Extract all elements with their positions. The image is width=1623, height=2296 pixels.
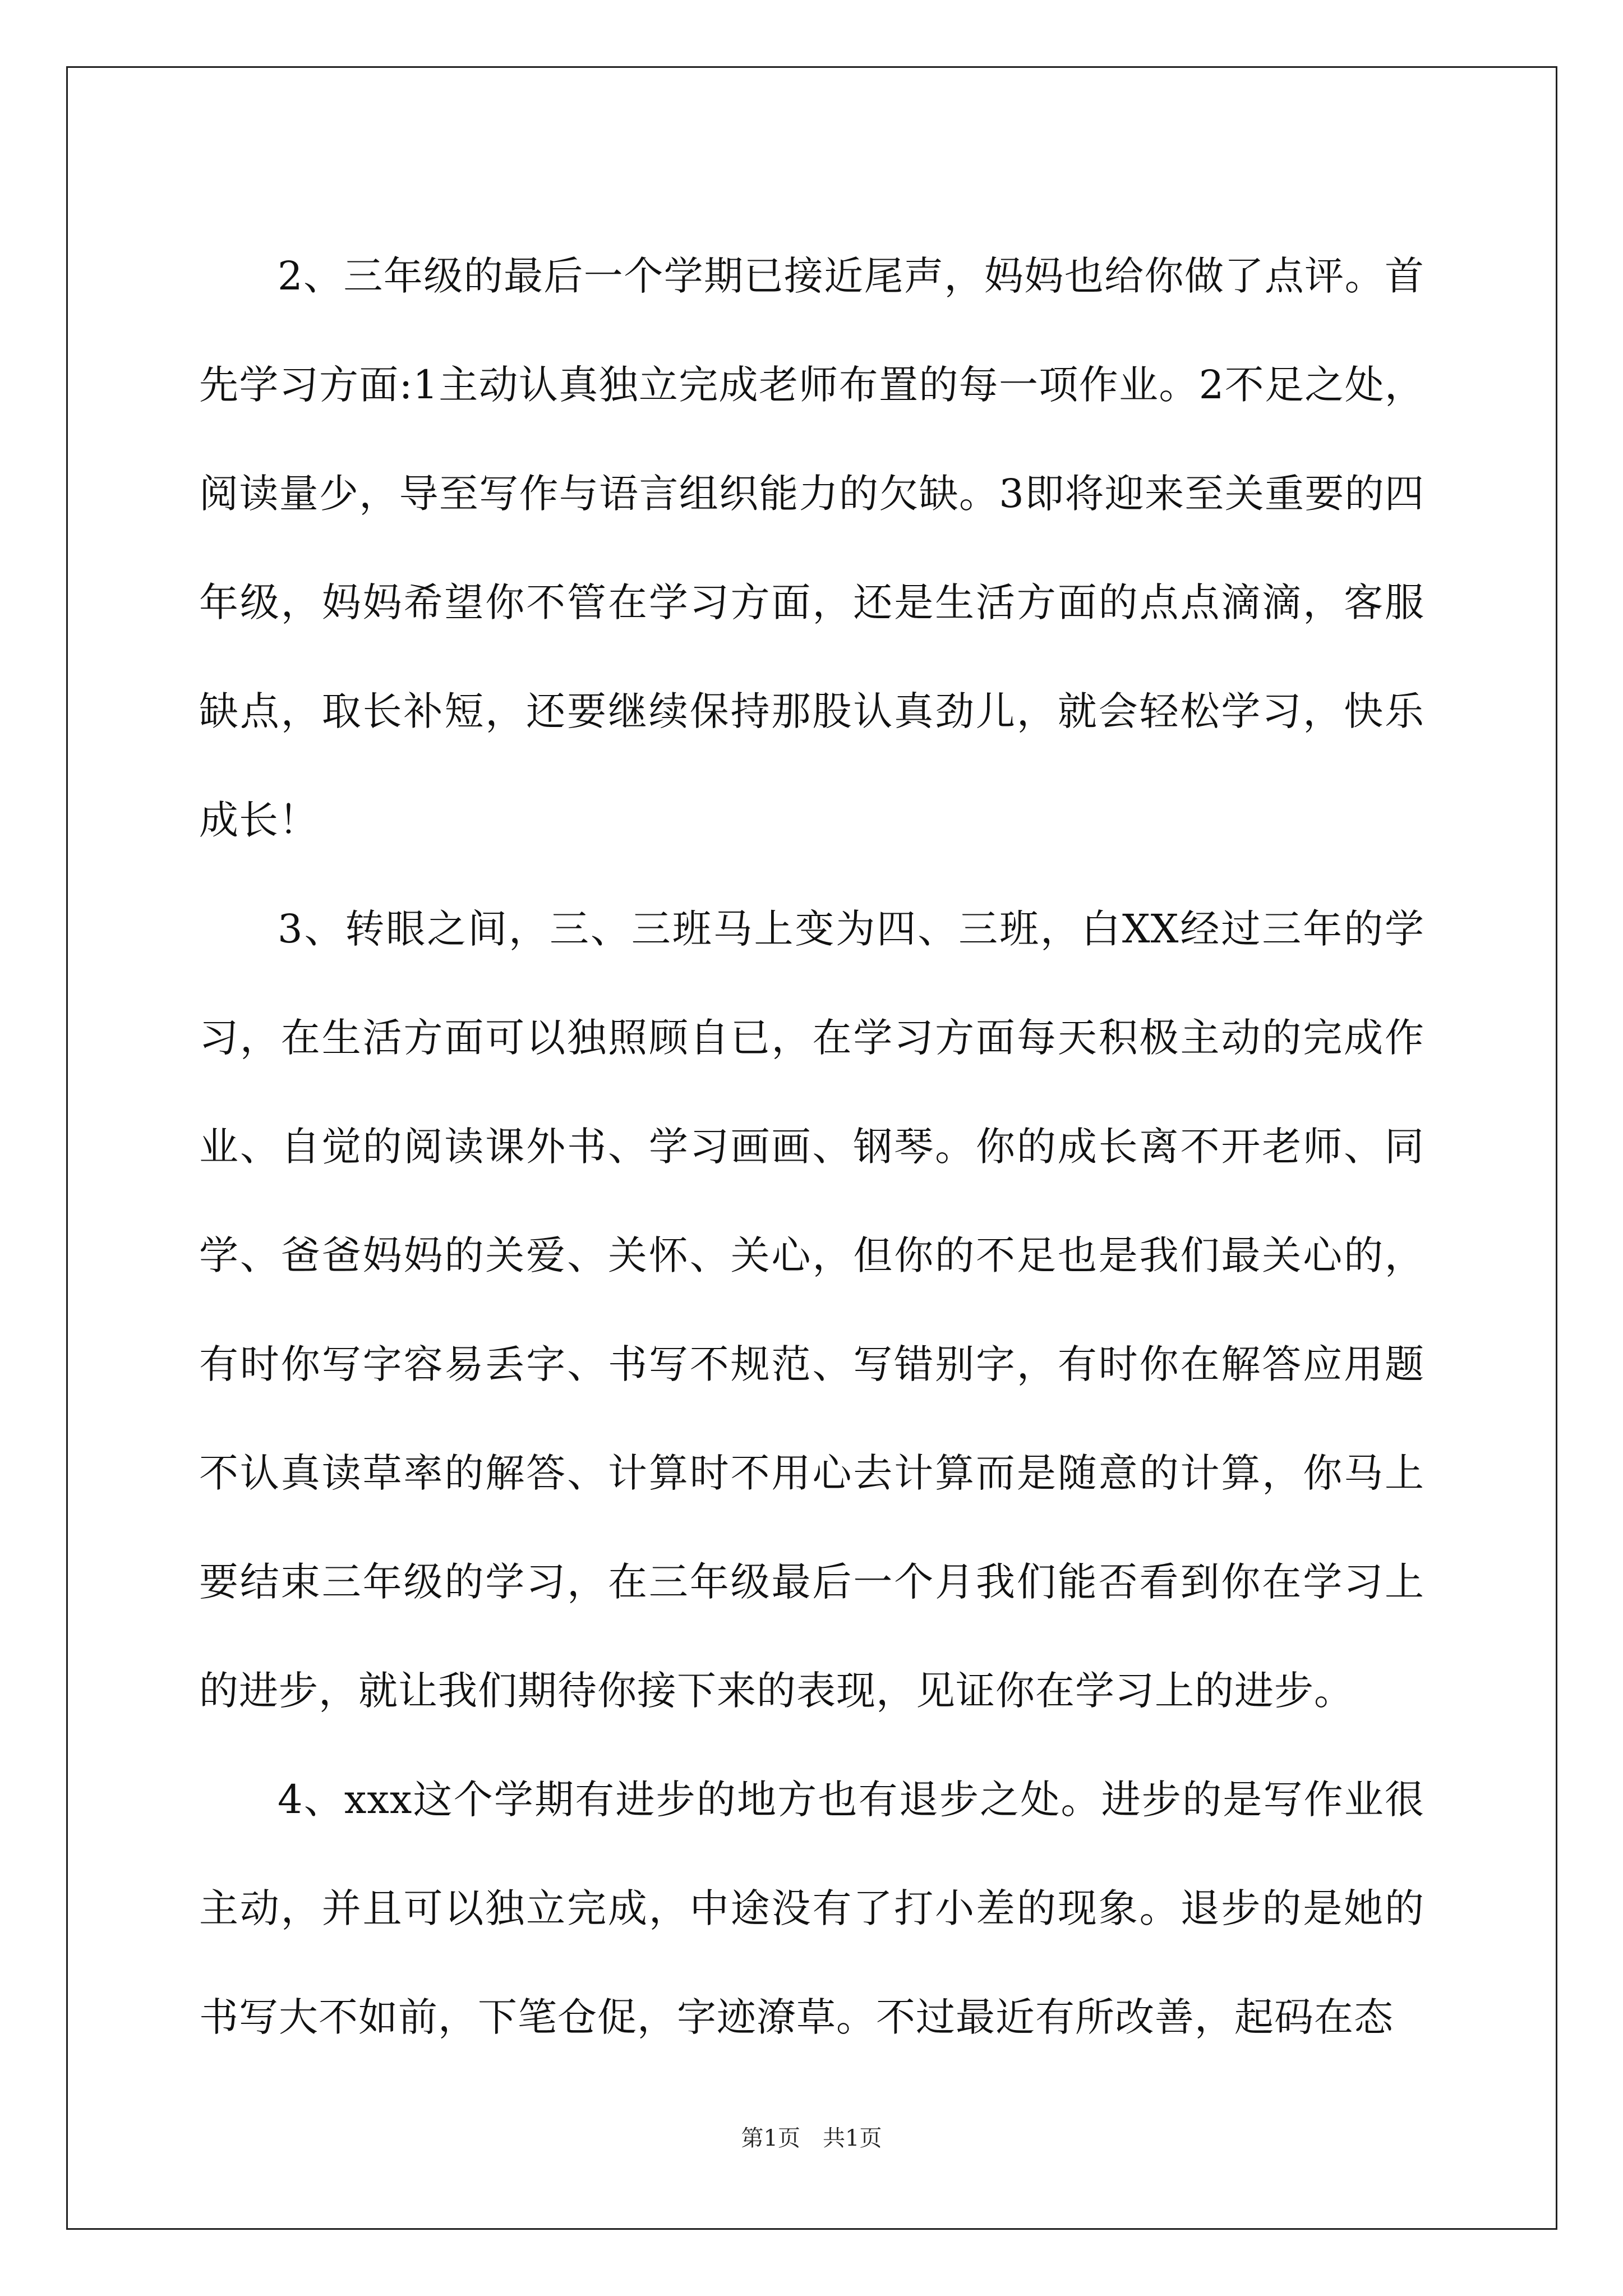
page-footer (0, 2120, 1623, 2152)
paragraph-4: 4、xxx这个学期有进步的地方也有退步之处。进步的是写作业很主动，并且可以独立完成，中途没有了打小差的现象。退步的是她的书写大不如前，下笔仓促，字迹潦草。不过最近有所改善，起码在态 (199, 1777, 1424, 2040)
document-body (199, 222, 1424, 2072)
paragraph-3: 3、转眼之间，三、三班马上变为四、三班，白XX经过三年的学习，在生活方面可以独照顾自已，在学习方面每天积极主动的完成作业、自觉的阅读课外书、学习画画、钢琴。你的成长离不开老师、同学、爸爸妈妈的关爱、关怀、关心，但你的不足也是我们最关心的，有时你写字容易丢字、书写不规范、写错别字，有时你在解答应用题不认真读草率的解答、计算时不用心去计算而是随意的计算，你马上要结束三年级的学习，在三年级最后一个月我们能否看到你在学习上的进步，就让我们期待你接下来的表现，见证你在学习上的进步。 (199, 906, 1424, 1714)
page-number: 第1页 共1页 (741, 2125, 882, 2151)
paragraph-2: 2、三年级的最后一个学期已接近尾声，妈妈也给你做了点评。首先学习方面:1主动认真独立完成老师布置的每一项作业。2不足之处，阅读量少，导至写作与语言组织能力的欠缺。3即将迎来至关重要的四年级，妈妈希望你不管在学习方面，还是生活方面的点点滴滴，客服缺点，取长补短，还要继续保持那股认真劲儿，就会轻松学习，快乐成长！ (199, 253, 1424, 843)
